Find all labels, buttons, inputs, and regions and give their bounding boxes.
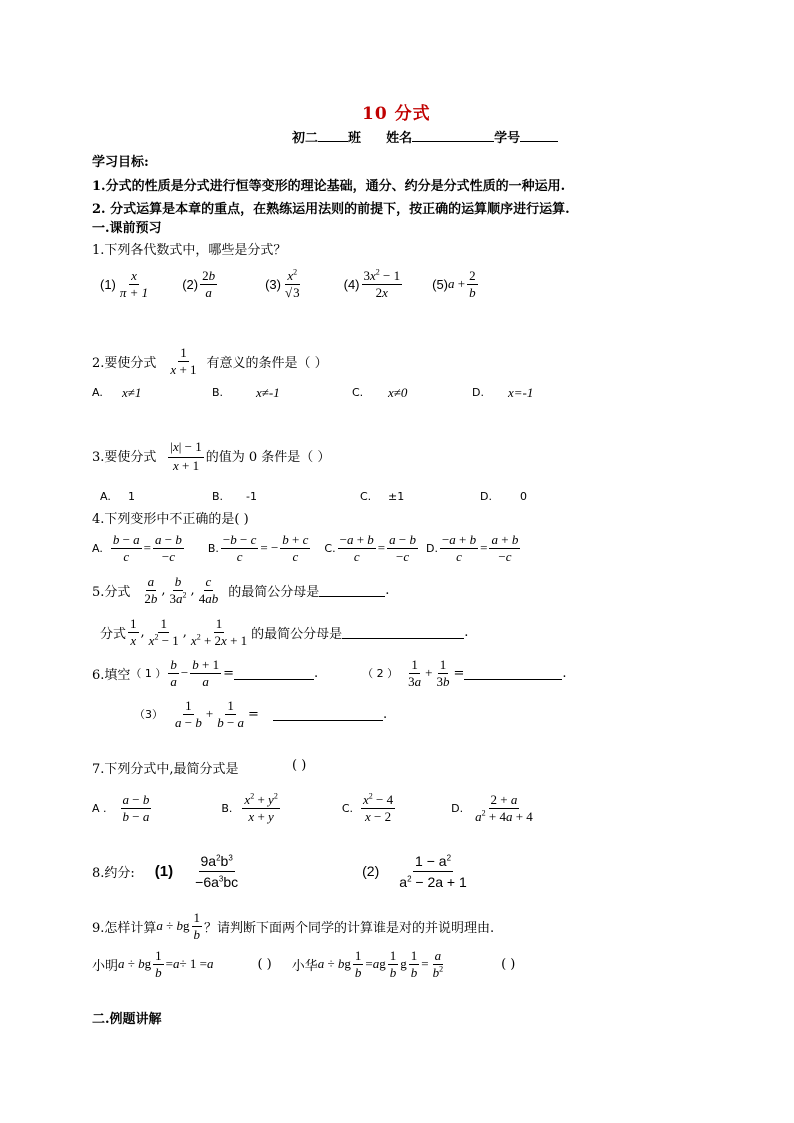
q1-fraction-1: $\frac{x}{\pi + 1}$: [119, 267, 149, 300]
q5-answer-blank[interactable]: [319, 584, 385, 597]
q5-line2-fraction-3: $\frac{1}{x^2 + 2x + 1}$: [190, 615, 248, 648]
q7-label-b: B.: [221, 801, 233, 815]
page-title: 10 分式: [362, 104, 431, 124]
question-1-text: 1.下列各代数式中，哪些是分式？: [92, 243, 287, 258]
q6-p1-answer-blank[interactable]: [234, 667, 314, 680]
q9-suffix: ？请判断下面两个同学的计算谁是对的并说明理由.: [204, 920, 495, 936]
q2-option-d: x=-1: [508, 385, 534, 400]
q2-suffix: 有意义的条件是（ ）: [206, 355, 328, 371]
q6-p2-fraction-1: $\frac{1}{3a}$: [408, 656, 422, 689]
objective-item-1: 1.分式的性质是分式进行恒等变形的理论基础，通分、约分是分式性质的一种运用.: [92, 179, 566, 194]
q4-label-c: C.: [324, 541, 336, 555]
question-4-text: 4.下列变形中不正确的是( ): [92, 512, 249, 527]
q6-p1-fraction-1: $\frac{b}{a}$: [170, 656, 177, 689]
q6-p2-fraction-2: $\frac{1}{3b}$: [436, 656, 450, 689]
q4-c-left: $\frac{-a + b}{c}$: [339, 531, 374, 564]
q9-xiaohua-fraction-1: $\frac{1}{b}$: [354, 947, 362, 980]
id-label: 学号: [494, 131, 521, 146]
q1-fraction-5: $\frac{2}{b}$: [469, 267, 476, 300]
question-5-part-2: 分式 $\frac{1}{x}$ , $\frac{1}{x^2 - 1}$ , $\frac{1}{x^2 + 2x + 1}$ 的最简公分母是 .: [100, 615, 469, 648]
question-7-paren: ( ): [292, 758, 307, 773]
q2-option-a: x≠1: [122, 385, 142, 400]
q6-p3-fraction-2: $\frac{1}{b - a}$: [217, 697, 245, 730]
q2-option-a-label: A.: [92, 386, 103, 399]
question-3: [92, 432, 330, 478]
q9-xiaohua-fraction-3: $\frac{1}{b}$: [410, 947, 418, 980]
q8-fraction-2: $\frac{1 - a^2}{a^2 - 2a + 1}$: [399, 852, 467, 890]
q1-label-1: (1): [100, 276, 116, 292]
q5-line2-fraction-2: $\frac{1}{x^2 - 1}$: [148, 615, 179, 648]
objectives-heading: 学习目标:: [92, 155, 149, 170]
q7-label-d: D.: [451, 801, 464, 815]
q3-option-d-label: D.: [480, 490, 492, 503]
q1-fraction-4: $\frac{3x^2 - 1}{2x}$: [363, 267, 401, 300]
q7-option-c: $\frac{x^2 - 4}{x - 2}$: [363, 791, 394, 824]
q4-label-d: D.: [425, 541, 438, 555]
q8-part-1-label: (1): [154, 862, 174, 880]
q3-option-b: -1: [246, 490, 257, 503]
q8-text: 8.约分:: [92, 865, 135, 881]
name-blank[interactable]: [412, 129, 494, 142]
q8-part-2-label: (2): [362, 863, 380, 879]
q8-fraction-1: $\frac{9a^2b^3}{-6a^3bc}$: [195, 852, 239, 890]
q5-line2-prefix: 分式: [100, 626, 127, 642]
q4-a-left: $\frac{b - a}{c}$: [112, 531, 140, 564]
q5-line2-answer-blank[interactable]: [342, 626, 464, 639]
question-7-options: [92, 788, 537, 828]
q3-prefix: 3.要使分式: [92, 449, 157, 465]
q7-option-a: $\frac{a - b}{b - a}$: [122, 791, 150, 824]
q9-prefix: 9.怎样计算: [92, 920, 157, 936]
q4-d-left: $\frac{-a + b}{c}$: [441, 531, 477, 564]
q6-p2-end: .: [562, 665, 567, 681]
q1-label-3: (3): [265, 276, 281, 292]
q6-p1-end: .: [314, 665, 319, 681]
q6-p2-equals: =: [453, 665, 465, 681]
q5-prefix: 5.分式: [92, 584, 131, 600]
q9-xiaohua-fraction-4: $\frac{a}{b^2}$: [432, 947, 444, 980]
q5-line2-suffix: 的最简公分母是: [251, 626, 343, 642]
question-8: [92, 848, 471, 894]
q9-xiaohua-paren: ( ): [501, 956, 516, 972]
q5-fraction-2: $\frac{b}{3a^2}$: [169, 573, 187, 606]
question-9: 9.怎样计算 a ÷ bg $\frac{1}{b}$ ？请判断下面两个同学的计算谁是对的并说明理由.: [92, 909, 495, 942]
q4-c-right: $\frac{a - b}{-c}$: [389, 531, 416, 564]
q9-xiaohua-label: 小华: [291, 958, 318, 974]
q3-option-a-label: A.: [100, 490, 111, 503]
q4-label-b: B.: [207, 541, 219, 555]
q4-b-right: $\frac{b + c}{c}$: [282, 531, 309, 564]
q6-p3-end: .: [382, 706, 388, 722]
q5-suffix: 的最简公分母是: [228, 584, 320, 600]
q5-fraction-1: $\frac{a}{2b}$: [144, 573, 158, 606]
q3-option-c: ±1: [388, 490, 405, 503]
question-1-expressions: (1) $\frac{x}{\pi + 1}$ (2) $\frac{2b}{a}$ (3) $\frac{x^2}{√3}$ (4) $\frac{3x^2 - 1}{2x}$ (5) a + $\frac{2}{b}$: [100, 267, 476, 300]
q6-p1-equals: =: [223, 665, 234, 681]
q3-suffix: 的值为 0 条件是（ ）: [205, 449, 331, 465]
section-heading-examples: 二.例题讲解: [92, 1012, 162, 1027]
objective-item-2: 2. 分式运算是本章的重点，在熟练运用法则的前提下，按正确的运算顺序进行运算.: [92, 202, 570, 217]
question-6-line-2: （3） $\frac{1}{a - b}$ + $\frac{1}{b - a}$ = .: [134, 697, 388, 730]
q2-prefix: 2.要使分式: [92, 355, 157, 371]
q2-option-b: x≠-1: [256, 385, 280, 400]
q5-end: .: [385, 582, 390, 598]
q1-label-5: (5): [432, 276, 449, 292]
q6-prefix: 6.填空: [92, 667, 131, 683]
q6-p3-fraction-1: $\frac{1}{a - b}$: [175, 697, 202, 730]
q3-option-d: 0: [520, 490, 527, 503]
q1-fraction-3: $\frac{x^2}{√3}$: [284, 267, 300, 300]
q2-option-c-label: C.: [352, 386, 364, 399]
q6-part-1-label: （ 1 ）: [130, 667, 167, 680]
q3-fraction: $\frac{|x| - 1}{x + 1}$: [170, 438, 202, 473]
q7-option-d: $\frac{2 + a}{a^2 + 4a + 4}$: [475, 791, 533, 824]
question-6-line-1: 6.填空 （ 1 ） $\frac{b}{a}$ − $\frac{b + 1}{a}$ = . （ 2 ） $\frac{1}{3a}$ + $\frac{1}{3b}$ = .: [92, 656, 567, 689]
q9-xiaoming-paren: ( ): [257, 956, 272, 972]
student-info-line: [292, 127, 558, 146]
q6-part-3-label: （3）: [134, 708, 163, 721]
q6-p2-answer-blank[interactable]: [464, 667, 562, 680]
q3-option-a: 1: [128, 490, 135, 503]
q7-label-a: A .: [92, 801, 107, 815]
q6-p1-fraction-2: $\frac{b + 1}{a}$: [192, 656, 220, 689]
q4-label-a: A.: [92, 541, 103, 555]
q6-part-2-label: （ 2 ）: [362, 667, 399, 680]
name-label: 姓名: [386, 131, 413, 146]
question-5: 5.分式 $\frac{a}{2b}$ , $\frac{b}{3a^2}$ , $\frac{c}{4ab}$ 的最简公分母是 .: [92, 573, 390, 606]
q9-xiaoming-label: 小明: [92, 958, 119, 974]
q7-option-b: $\frac{x^2 + y^2}{x + y}$: [244, 791, 278, 824]
q4-a-right: $\frac{a - b}{-c}$: [155, 531, 182, 564]
q4-d-right: $\frac{a + b}{-c}$: [491, 531, 519, 564]
q5-fraction-3: $\frac{c}{4ab}$: [198, 573, 219, 606]
question-4-options: A. $\frac{b - a}{c}$ = $\frac{a - b}{-c}$ B. $\frac{-b - c}{c}$ = − $\frac{b + c}{c}$ C. $\frac{-a + b}{c}$ = $\frac{a - b}{-c}$ D. $\frac{-a + b}{c}$ = $\frac{a + b}{-c}$: [92, 531, 519, 564]
q1-label-4: (4): [343, 276, 360, 292]
q7-label-c: C.: [341, 801, 354, 815]
section-heading-preview: 一.课前预习: [92, 221, 162, 236]
q3-option-b-label: B.: [212, 490, 224, 503]
q2-option-b-label: B.: [212, 386, 224, 399]
q9-xiaoming-fraction: $\frac{1}{b}$: [155, 947, 162, 980]
q2-option-c: x≠0: [388, 385, 408, 400]
q1-label-2: (2): [182, 276, 199, 292]
q9-fraction: $\frac{1}{b}$: [193, 909, 201, 942]
class-suffix: 班: [348, 131, 362, 146]
class-blank[interactable]: [318, 129, 348, 142]
id-blank[interactable]: [520, 129, 558, 142]
q4-b-left: $\frac{-b - c}{c}$: [222, 531, 257, 564]
q6-p3-equals: =: [248, 706, 259, 722]
question-7-text: 7.下列分式中,最简分式是: [92, 762, 239, 777]
q5-line2-end: .: [464, 624, 469, 640]
class-prefix: 初二: [292, 131, 319, 146]
q5-line2-fraction-1: $\frac{1}{x}$: [130, 615, 137, 648]
q2-fraction: $\frac{1}{x + 1}$: [170, 344, 197, 377]
q3-option-c-label: C.: [360, 490, 372, 503]
q6-p3-answer-blank[interactable]: [273, 708, 383, 721]
question-2: [92, 342, 328, 380]
q9-xiaohua-fraction-2: $\frac{1}{b}$: [389, 947, 397, 980]
q2-option-d-label: D.: [472, 386, 484, 399]
question-9-answers: 小明 a ÷ bg $\frac{1}{b}$ = a ÷ 1 = a ( ) 小华 a ÷ bg $\frac{1}{b}$ = ag $\frac{1}{b}$ g $\frac{1}{b}$ = $\frac{a}{b^2}$ ( ): [92, 947, 516, 980]
q1-fraction-2: $\frac{2b}{a}$: [202, 267, 216, 300]
